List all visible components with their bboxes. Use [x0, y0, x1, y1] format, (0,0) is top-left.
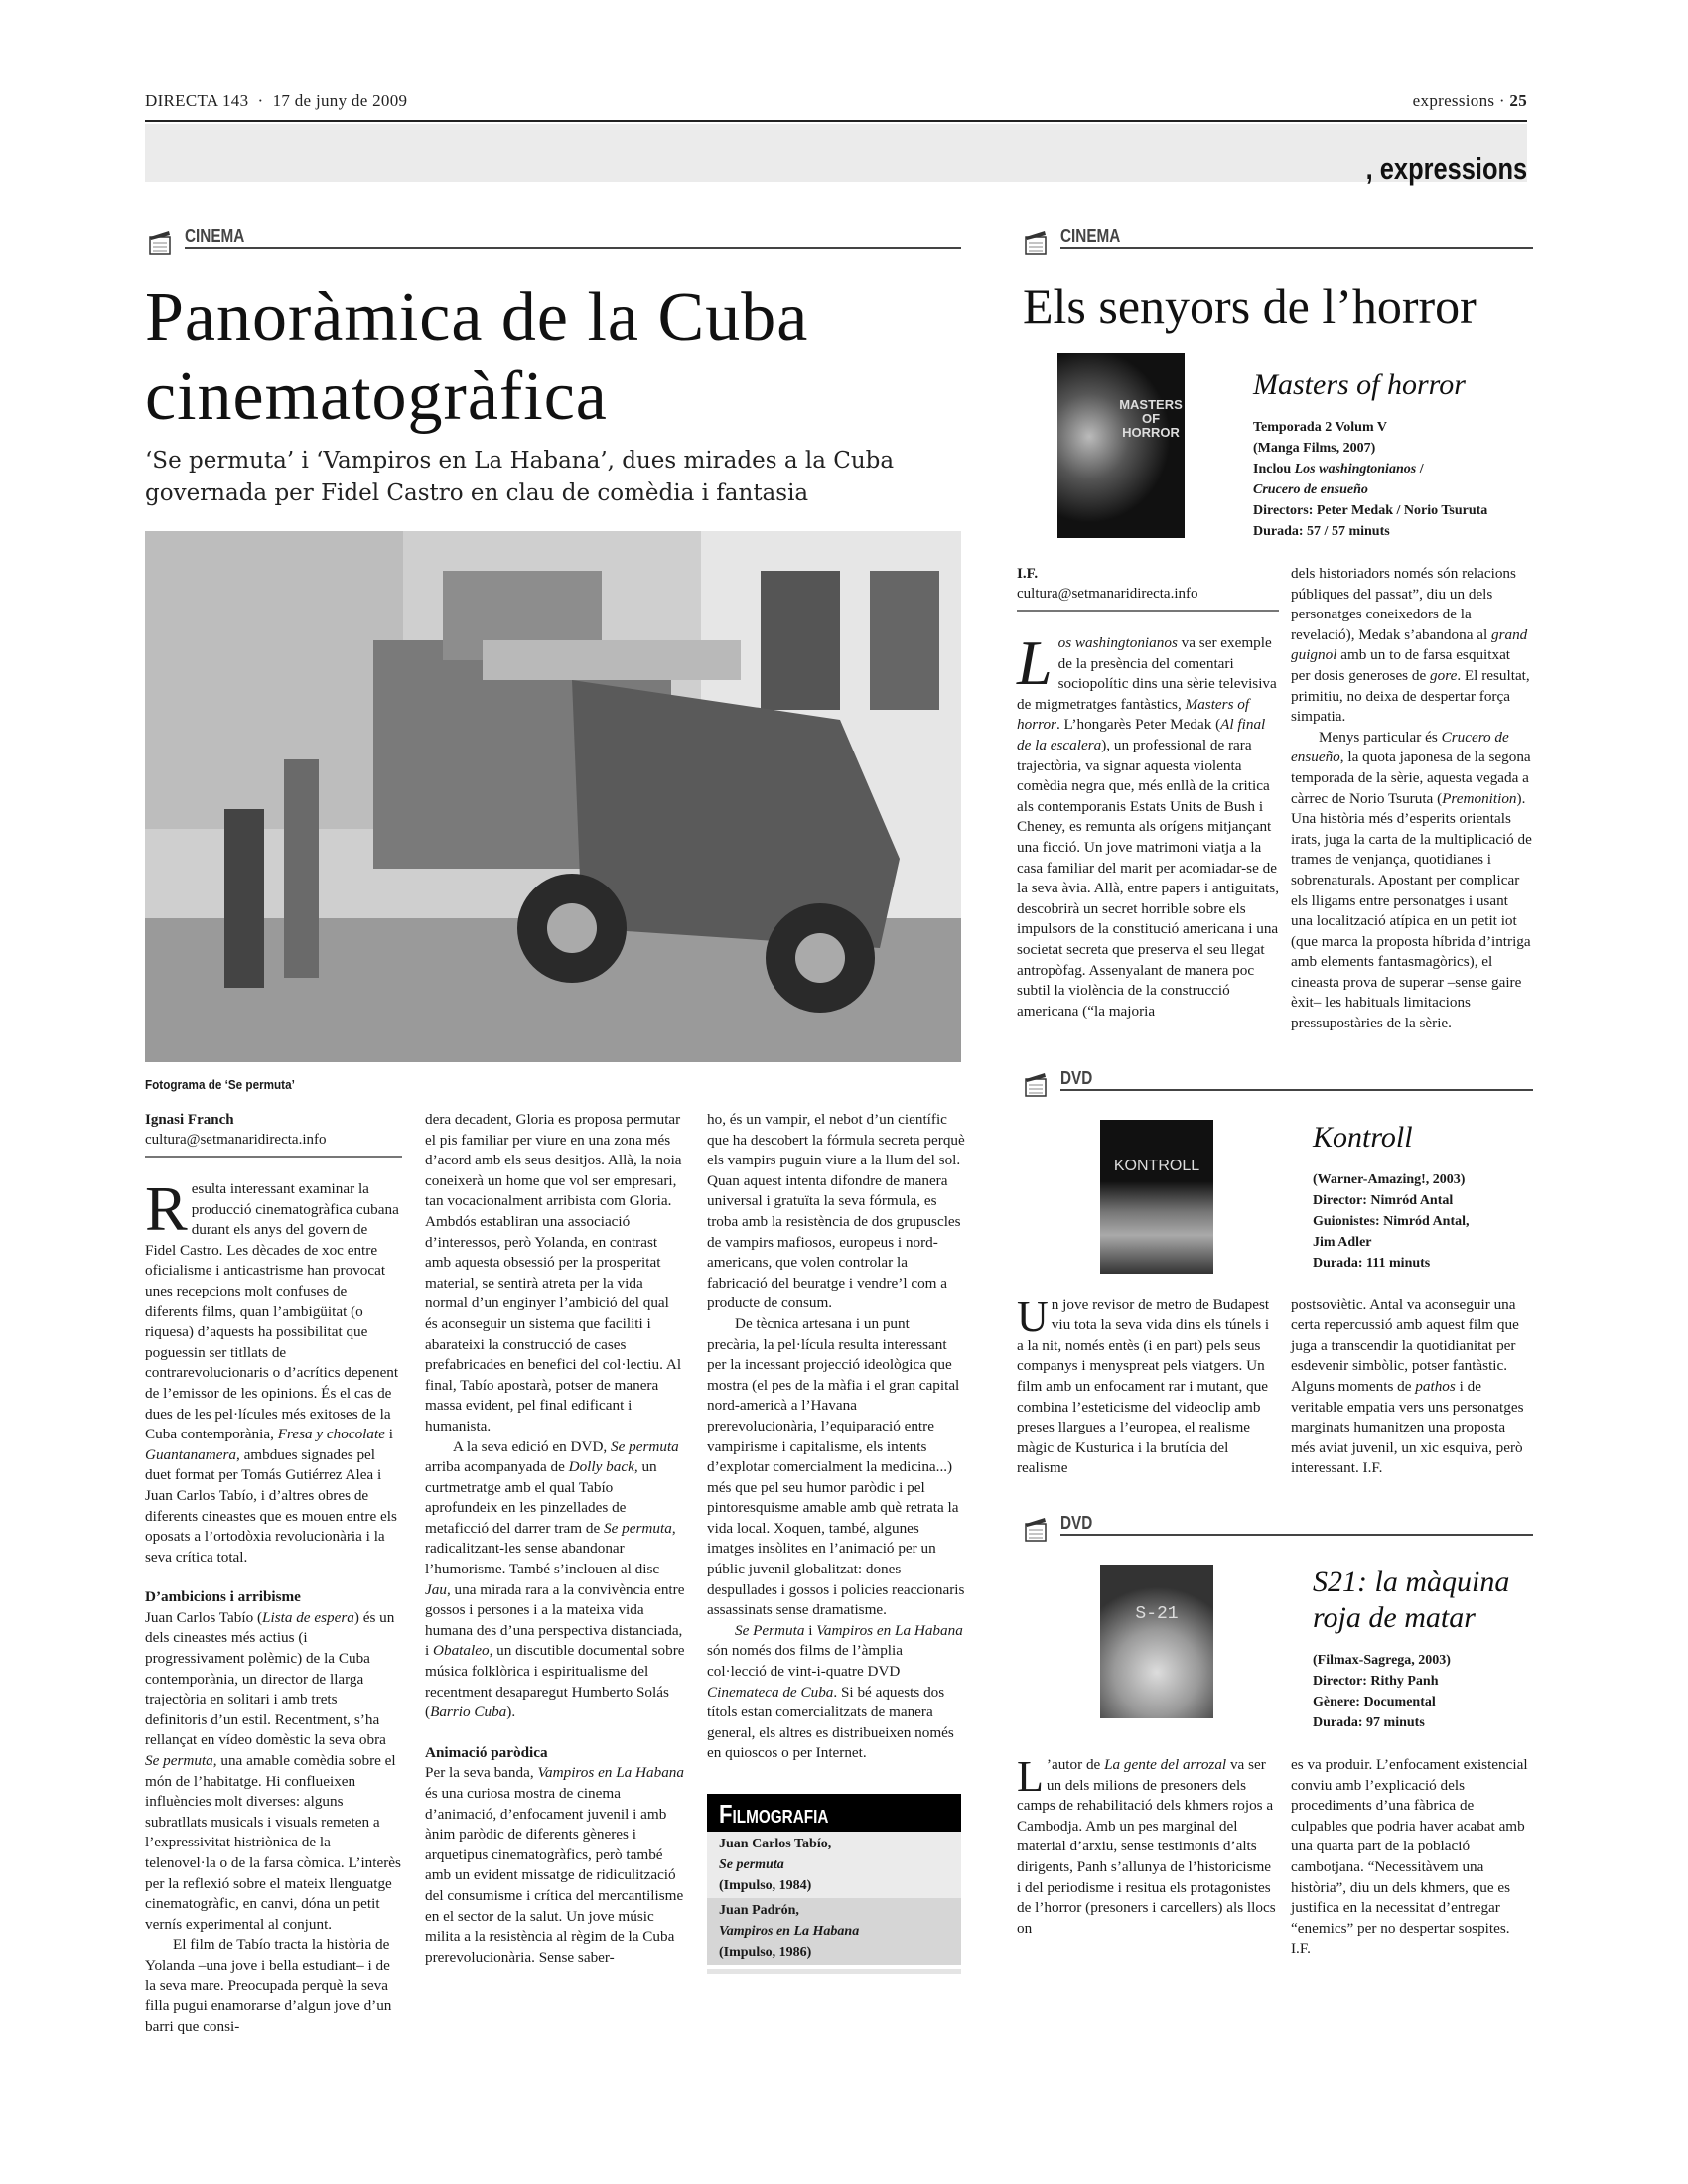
clapperboard-icon [147, 228, 173, 256]
byline-rule [1017, 610, 1279, 612]
separator: · [1498, 91, 1505, 110]
paragraph: Menys particular és Crucero de ensueño, la quota japonesa de la segona temporada de la sèrie, aquesta vegada a càrrec de Norio Tsuruta (Premonition). Una història més d’esperits orientals irats, juga la carta de la multiplicació de trames de venjança, quotidianes i sobrenaturals. Apostant per complicar els lligams entre personatges i usant una localització atípica en un petit iot (que marca la proposta híbrida d’intriga amb elements fantasmagòrics), el cineasta prova de superar –sense gaire èxit– les habituals limitacions pressupostàries de la sèrie. [1291, 728, 1532, 1032]
product-meta [1313, 1120, 1533, 1274]
text-run: / [1416, 462, 1424, 477]
entry-film: Vampiros en La Habana [719, 1924, 860, 1939]
subheading: Animació paròdica [425, 1743, 548, 1761]
article-column-1-wrapper [145, 1110, 402, 2037]
drop-cap: L [1017, 627, 1053, 698]
review-column-2 [1291, 1296, 1533, 1479]
paragraph: L ’autor de La gente del arrozal va ser un dels milions de presoners dels camps de rehabilitació dels khmers rojos a Cambodja. Amb un pes marginal del material d’arxiu, sense testimonis d’alts dirigents, Panh s’allunya de l’historicisme i del periodisme i resitua els protagonistes de l’horror (presoners i carcellers) als llocs on [1017, 1752, 1276, 1937]
entry-director: Juan Padrón, [719, 1903, 799, 1918]
text-run: Durada: 57 / 57 minuts [1253, 524, 1390, 539]
section-rule [1060, 1089, 1533, 1091]
article-column-3 [707, 1110, 965, 1764]
truck-photo-illustration [145, 531, 961, 1062]
review-columns [1017, 1292, 1533, 1479]
italic-title: Se permuta [145, 1752, 213, 1770]
italic-title: Fresa y chocolate [277, 1426, 385, 1443]
product-meta [1253, 353, 1533, 542]
paragraph: Los washingtonianos va ser exemple de la presència del comentari sociopolític dins una sèrie televisiva de migmetratges fantàstics, Masters of horror. L’hongarès Peter Medak (Al final de la escalera), un professional de rara trajectòria, va signar aquesta violenta comèdia negra que, més enllà de la critica als contemporanis Estats Units de Bush i Cheney, es remunta als orígens mitjançant una ficció. Un jove matrimoni viatja a la casa familiar del marit per acomiadar-se de la seva àvia. Allà, entre papers i antiguitats, descobrirà un secret horrible sobre els impulsors de la constitució americana i una societat secreta que preserva el seu llegat antropòfag. Assenyalant de manera poc subtil la violència de la construcció americana (“la majoria [1017, 627, 1280, 1020]
article-title: Panoràmica de la Cuba cinematogràfica [145, 279, 809, 435]
filmography-title-text: Filmografia [719, 1799, 829, 1829]
filmography-box [707, 1794, 961, 1974]
author-email[interactable]: cultura@setmanaridirecta.info [145, 1132, 327, 1148]
dvd-info [1313, 1650, 1533, 1733]
entry-details: (Impulso, 1986) [719, 1945, 812, 1960]
info-line: (Filmax-Sagrega, 2003) [1313, 1653, 1451, 1668]
article-photo [145, 531, 961, 1062]
paragraph: El film de Tabío tracta la història de Yolanda –una jove i bella estudiant– i de la seva mare. Preocupada perquè la seva filla pugui enamorarse d’algun jove d’un barri que consi- [145, 1936, 392, 2035]
info-line: Gènere: Documental [1313, 1695, 1436, 1709]
article-column-3-wrapper [707, 1110, 965, 1974]
paragraph: postsoviètic. Antal va aconseguir una certa repercussió amb aquest film que juga a transcendir la quotidianitat per esdevenir simbòlic, potser fantàstic. Alguns moments de pathos i de veritable empatia vers uns personatges marginats humanitzen una proposta més aviat juvenil, un xic esquiva, però interessant. I.F. [1291, 1296, 1524, 1477]
clapperboard-icon [1023, 1070, 1049, 1098]
dvd-info [1313, 1169, 1533, 1274]
drop-cap: R [145, 1173, 188, 1244]
section-header-dvd [1023, 1068, 1533, 1102]
italic-title: Se permuta [611, 1437, 679, 1455]
italic-title: Guantanamera [145, 1445, 236, 1463]
review-column-1 [1017, 1292, 1279, 1479]
info-line [1253, 521, 1533, 542]
article-column-2 [1291, 564, 1533, 1034]
author-email[interactable]: cultura@setmanaridirecta.info [1017, 586, 1198, 602]
photo-caption: Fotograma de ‘Se permuta’ [145, 1077, 295, 1092]
entry-details: (Impulso, 1984) [719, 1878, 812, 1893]
italic-title: Lista de espera [262, 1608, 354, 1626]
filmography-entry [707, 1898, 961, 1965]
review-column-2 [1291, 1755, 1533, 1960]
text-run: Temporada 2 Volum V [1253, 420, 1387, 435]
clapperboard-icon [1023, 228, 1049, 256]
publication-name: DIRECTA 143 [145, 91, 249, 110]
running-header-right [1413, 91, 1527, 111]
review-column-1-wrapper [1017, 564, 1279, 1034]
dvd-title: Masters of horror [1253, 368, 1466, 401]
section-header-cinema [1023, 226, 1533, 260]
section-name: expressions [1412, 91, 1495, 110]
info-line: Director: Rithy Panh [1313, 1674, 1439, 1689]
section-rule [1060, 1534, 1533, 1536]
product-block [1017, 1120, 1533, 1274]
dvd-review-kontroll [1017, 1068, 1533, 1479]
paragraph: De tècnica artesana i un punt precària, la pel·lícula resulta interessant per la incessant projecció ideològica que mostra (el pes de la màfia i el gran capital nord-americà a l’Havana prerevolucionària, l’equiparació entre vampirisme i capitalisme, els intents d’explotar comercialment la medicina...) més que pel seu humor paròdic i pel pintoresquisme amable amb què retrata la vida local. Xoquen, també, algunes imatges insòlites en l’animació per un públic juvenil globalitzat: dones despullades i gossos i policies reaccionaris assassinats sense dramatisme. [707, 1314, 965, 1619]
italic-title: La gente del arrozal [1104, 1756, 1227, 1773]
filmography-entry [707, 1832, 961, 1898]
article-subtitle: ‘Se permuta’ i ‘Vampiros en La Habana’, dues mirades a la Cuba governada per Fidel Castro en clau de comèdia i fantasia [145, 448, 895, 506]
section-header-cinema [147, 226, 961, 260]
paragraph: es va produir. L’enfocament existencial conviu amb l’explicació dels procediments d’una fàbrica de culpables que podria haver acabat amb una quarta part de la població cambotjana. “Necessitàvem una història”, diu un dels khmers, que es justifica en la necessitat d’entregar “enemics” per no despertar sospites. I.F. [1291, 1756, 1528, 1958]
dvd-info [1253, 417, 1533, 542]
italic-title: Se Permuta [735, 1621, 805, 1639]
article-title: Els senyors de l’horror [1023, 278, 1477, 334]
entry-director: Juan Carlos Tabío, [719, 1837, 832, 1851]
info-line: Guionistes: Nimród Antal, [1313, 1213, 1470, 1229]
text-run: (Manga Films, 2007) [1253, 441, 1376, 456]
italic-title: os washingtonianos [1057, 634, 1178, 651]
dvd-title: Kontroll [1313, 1120, 1413, 1154]
section-label: CINEMA [185, 226, 245, 246]
entry-film: Se permuta [719, 1857, 784, 1872]
dvd-review-s21 [1017, 1513, 1533, 1960]
italic-title: Crucero de ensueño [1253, 482, 1368, 497]
info-line [1253, 438, 1533, 459]
paragraph: Per la seva banda, Vampiros en La Habana és una curiosa mostra de cinema d’animació, d’enfocament juvenil i amb ànim paròdic de diferents gèneres i arquetipus cinematogràfics, però també amb un evident missatge de ridiculització del consumisme i crítica del mercantilisme en el sector de la salut. Un jove músic milita a la resistència al règim de la Cuba prerevolucionària. Sense saber- [425, 1764, 684, 1966]
section-rule [1060, 247, 1533, 249]
review-columns [1017, 564, 1533, 1034]
section-label: DVD [1060, 1067, 1093, 1088]
paragraph: Un jove revisor de metro de Budapest viu tota la seva vida dins els túnels i a la nit, només entès (i en part) pels seus companys i menyspreat pels viatgers. Un film amb un enfocament rar i mutant, que combina l’esteticisme del videoclip amb preses llargues a l’europea, el realisme màgic de Kusturica i la brutícia del realisme [1017, 1292, 1270, 1477]
italic-title: pathos [1415, 1378, 1456, 1396]
dvd-cover-kontroll [1100, 1120, 1213, 1274]
cover-title: MASTERS OF HORROR [1119, 397, 1183, 440]
info-line: Durada: 97 minuts [1313, 1715, 1425, 1730]
italic-title: Se permuta [604, 1519, 672, 1537]
section-label: CINEMA [1060, 226, 1121, 246]
paragraph: dera decadent, Gloria es proposa permutar el pis familiar per viure en una zona més d’acord amb els seus desitjos. Allà, la noia coneixerà un home que vol ser empresari, tan vocacionalment arribista com Gloria. Ambdós establiran una associació d’interessos, però Yolanda, en contrast amb aquesta obsessió per la prosperitat material, se sentirà atreta per la vida normal d’un enginyer l’ambició del qual és aconseguir un sistema que faciliti i abarateixi la construcció de cases prefabricades en benefici del col·lectiu. Al final, Tabío apostarà, potser de manera massa evident, pel final edificant i humanista. [425, 1111, 682, 1434]
product-block [1017, 353, 1533, 542]
product-meta [1313, 1565, 1533, 1733]
separator: · [257, 91, 264, 110]
section-rule [185, 247, 961, 249]
author-name: Ignasi Franch [145, 1112, 234, 1128]
italic-title: Obataleo [433, 1642, 490, 1660]
author-name: I.F. [1017, 566, 1039, 582]
italic-title: Masters of horror [1017, 695, 1250, 734]
product-block [1017, 1565, 1533, 1733]
header-rule [145, 120, 1527, 122]
paragraph: dels historiadors només són relacions públiques del passat”, diu un dels personatges coneixedors de la revelació), Medak s’abandona al grand guignol amb un to de farsa esquitxat per dosis generoses de gore. El resultat, primitiu, no deixa de despertar força simpatia. [1291, 565, 1530, 726]
info-line [1253, 417, 1533, 438]
italic-title: Vampiros en La Habana [537, 1764, 684, 1782]
cover-title: KONTROLL [1113, 1157, 1200, 1174]
clapperboard-icon [1023, 1515, 1049, 1543]
italic-title: Premonition [1442, 789, 1517, 807]
byline [1017, 564, 1279, 612]
dvd-cover-masters-of-horror [1057, 353, 1185, 538]
byline-rule [145, 1156, 402, 1158]
italic-title: Dolly back [568, 1458, 634, 1476]
right-page-column [1017, 226, 1533, 1960]
paragraph: A la seva edició en DVD, Se permuta arriba acompanyada de Dolly back, un curtmetratge amb el qual Tabío aprofundeix en les pinzellades de metaficció del darrer tram de Se permuta, radicalitzant-les sense abandonar l’humorisme. També s’inclouen al disc Jau, una mirada rara a la convivència entre gossos i persones i a la mateixa vida humana des d’una perspectiva distanciada, i Obataleo, un discutible documental sobre música folklòrica i espiritualisme del recentment desaparegut Humberto Solás (Barrio Cuba). [425, 1437, 685, 1721]
info-line [1253, 459, 1533, 479]
paragraph: ho, és un vampir, el nebot d’un científic que ha descobert la fórmula secreta perquè els vampirs puguin viure a la llum del sol. Quan aquest intenta difondre de manera universal i gratuïta la seva fórmula, es troba amb la resistència de dos grupuscles de vampirs mafiosos, europeus i nord-americans, que volen controlar la fabricació del beuratge i vendre’l com a producte de consum. [707, 1111, 965, 1312]
info-line [1253, 500, 1533, 521]
cover-title: S-21 [1135, 1604, 1179, 1624]
drop-cap: L [1017, 1752, 1044, 1801]
paragraph: Se Permuta i Vampiros en La Habana són només dos films de l’àmplia col·lecció de vint-i-quatre DVD Cinemateca de Cuba. Si bé aquests dos títols estan comercialitzats de manera general, els altres es distribueixen només en quioscos o per Internet. [707, 1621, 963, 1762]
italic-title: Crucero de ensueño [1291, 728, 1509, 766]
italic-title: Jau [425, 1580, 447, 1598]
info-line [1253, 479, 1533, 500]
section-banner: , expressions [1365, 151, 1527, 186]
italic-title: Vampiros en La Habana [816, 1621, 963, 1639]
byline [145, 1110, 402, 1158]
issue-date: 17 de juny de 2009 [272, 91, 408, 110]
paragraph: Juan Carlos Tabío (Lista de espera) és un dels cineastes més actius (i progressivament polèmic) de la Cuba contemporània, un director de llarga trajectòria en solitari i amb trets definitoris d’un estil. Recentment, s’ha rellançat en vídeo domèstic la seva obra Se permuta, una amable comèdia sobre el món de l’habitatge. Hi conflueixen influències molt diverses: alguns subratllats musicals i visuals remeten a l’expressivitat histriònica de la telenovel·la o de la farsa còmica. L’interès per la reflexió sobre el mateix llenguatge cinematogràfic, en canvi, dóna un petit vernís experimental al conjunt. [145, 1608, 401, 1933]
dvd-title: S21: la màquina roja de matar [1313, 1566, 1510, 1634]
filmography-footer [707, 1969, 961, 1974]
subheading: D’ambicions i arribisme [145, 1588, 301, 1606]
info-line: Durada: 111 minuts [1313, 1255, 1431, 1271]
section-label: DVD [1060, 1513, 1093, 1533]
article-column-1 [1017, 627, 1280, 1022]
review-columns [1017, 1752, 1533, 1960]
article-column-2 [425, 1110, 685, 1968]
filmography-title [707, 1794, 961, 1832]
text-run: Directors: Peter Medak / Norio Tsuruta [1253, 503, 1488, 518]
italic-title: Los washingtonianos [1294, 462, 1417, 477]
page-number: 25 [1509, 91, 1527, 110]
section-header-dvd [1023, 1513, 1533, 1547]
info-line: Director: Nimród Antal [1313, 1192, 1454, 1208]
running-header-left [145, 91, 407, 111]
text-run: Inclou [1253, 462, 1295, 477]
italic-title: grand guignol [1291, 625, 1528, 664]
italic-title: Al final de la escalera [1017, 716, 1266, 753]
review-column-1 [1017, 1752, 1279, 1960]
article-column-1 [145, 1173, 402, 2037]
info-line: Jim Adler [1313, 1234, 1372, 1250]
drop-cap: U [1017, 1292, 1049, 1341]
section-band [145, 124, 1527, 182]
dvd-cover-s21 [1100, 1565, 1213, 1718]
info-line: (Warner-Amazing!, 2003) [1313, 1171, 1466, 1187]
italic-title: gore [1430, 666, 1458, 684]
paragraph: Resulta interessant examinar la producció cinematogràfica cubana durant els anys del govern de Fidel Castro. Les dècades de xoc entre oficialisme i anticastrisme han provocat unes recepcions molt confuses de diferents films, quan l’ambigüitat (o riquesa) d’aquests ha possibilitat que poguessin ser titllats de contrarevolucionaris o d’acrítics depenent de l’emissor de les opinions. És el cas de dues de les pel·lícules més exitoses de la Cuba contemporània, Fresa y chocolate i Guantanamera, ambdues signades pel duet format per Tomás Gutiérrez Alea i Juan Carlos Tabío, i d’altres obres de diferents cineastes que es mouen entre els oposats a l’ortodòxia revolucionària i la seva crítica total. [145, 1173, 399, 1566]
italic-title: Barrio Cuba [430, 1704, 507, 1721]
italic-title: Cinemateca de Cuba [707, 1683, 834, 1701]
